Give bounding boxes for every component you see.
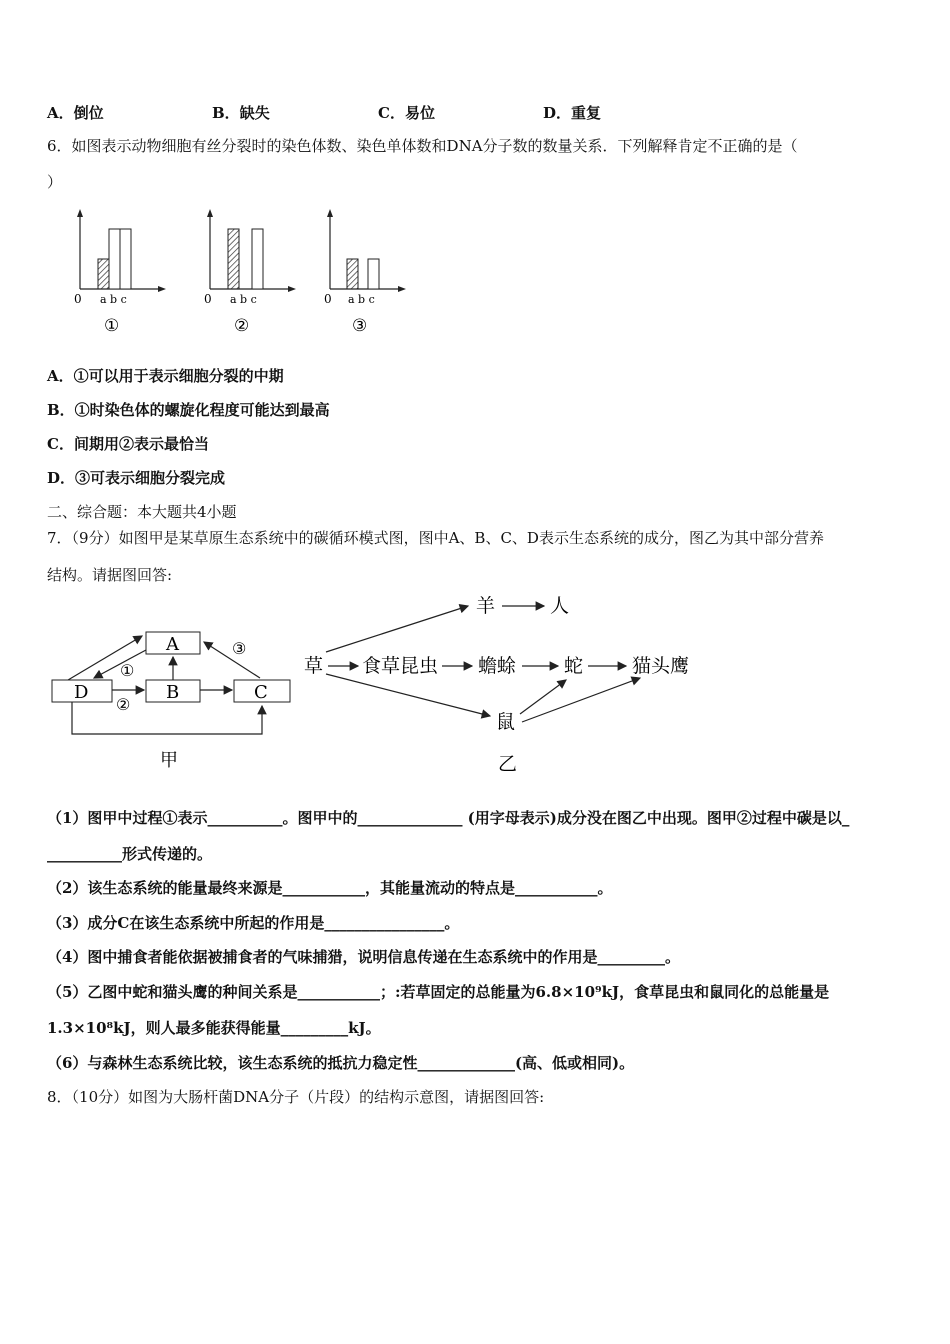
q7-stem-line-1: 7．（9分）如图甲是某草原生态系统中的碳循环模式图，图中A、B、C、D表示生态系统的成分，图乙为其中部分营养 [47,529,824,547]
label-b: B [166,682,180,703]
q6-option-c: C．间期用②表示最恰当 [47,435,209,453]
origin-label: 0 [324,292,332,306]
node-human: 人 [550,595,570,617]
label-a: A [166,634,179,655]
food-web-diagram [300,590,720,780]
node-herbivorous-insect: 食草昆虫 [362,655,439,677]
chart-label: ② [234,316,250,336]
option-text: 重复 [571,104,602,122]
bar-c [120,229,131,289]
q7-sub-3: （3）成分C在该生态系统中所起的作用是________________。 [47,914,460,932]
tick-labels: a b c [348,293,375,306]
option-letter: B． [212,104,240,122]
q7-sub-5-cont: 1.3×10⁸kJ，则人最多能获得能量_________kJ。 [47,1019,381,1037]
option-letter: A． [47,104,74,122]
q7-sub-1-cont: __________形式传递的。 [47,845,213,863]
origin-label: 0 [204,292,212,306]
x-axis-arrow [288,286,296,292]
q6-bar-charts [60,205,420,340]
bar-c [252,229,263,289]
bar-a [347,259,358,289]
q6-stem-line-1: 6．如图表示动物细胞有丝分裂时的染色体数、染色单体数和DNA分子数的数量关系．下列解释肯定不正确的是（ [47,137,798,155]
x-axis-arrow [158,286,166,292]
bar-b [109,229,120,289]
q7-sub-5: （5）乙图中蛇和猫头鹰的种间关系是___________；:若草固定的总能量为6.8×10⁹kJ，食草昆虫和鼠同化的总能量是 [47,983,830,1001]
q5-option-b [212,102,270,123]
tick-labels: a b c [100,293,127,306]
carbon-cycle-diagram [40,620,300,780]
process-2-label: ② [116,695,131,714]
q5-option-a [47,102,104,123]
q7-sub-6: （6）与森林生态系统比较，该生态系统的抵抗力稳定性_____________(高、低或相同)。 [47,1054,635,1072]
q6-option-a: A．①可以用于表示细胞分裂的中期 [47,367,284,385]
y-axis-arrow [327,209,333,217]
q5-option-d [543,102,601,123]
y-axis-arrow [207,209,213,217]
option-letter: D． [543,104,572,122]
option-letter: C． [378,104,405,122]
chart-label: ③ [352,316,368,336]
arrow-mouse-to-snake [520,680,566,714]
chart-3 [324,209,406,336]
option-text: 易位 [404,104,435,122]
bar-c [368,259,379,289]
label-d: D [74,682,89,703]
node-mouse: 鼠 [496,711,516,733]
bar-a [98,259,109,289]
option-text: 倒位 [73,104,104,122]
node-toad: 蟾蜍 [478,655,517,677]
q7-stem-line-2: 结构。请据图回答: [47,566,173,584]
arrow-d-to-c [72,702,262,734]
node-grass: 草 [304,655,324,677]
chart-label: ① [104,316,120,336]
q6-option-d: D．③可表示细胞分裂完成 [47,469,226,487]
option-text: 缺失 [239,104,270,122]
q8-stem: 8．（10分）如图为大肠杆菌DNA分子（片段）的结构示意图，请据图回答: [47,1088,545,1106]
q7-sub-1: （1）图甲中过程①表示__________。图甲中的______________ (用字母表示)成分没在图乙中出现。图甲②过程中碳是以_ [47,809,850,827]
node-sheep: 羊 [476,595,496,617]
section-2-title: 二、综合题：本大题共4小题 [47,503,237,521]
node-owl: 猫头鹰 [632,655,690,677]
arrow-grass-to-mouse [326,674,490,716]
arrow-grass-to-sheep [326,606,468,652]
q7-sub-4: （4）图中捕食者能依据被捕食者的气味捕猎，说明信息传递在生态系统中的作用是_________。 [47,948,680,966]
q7-sub-2: （2）该生态系统的能量最终来源是___________，其能量流动的特点是___________。 [47,879,613,897]
x-axis-arrow [398,286,406,292]
bar-a [228,229,239,289]
q5-option-c [378,102,435,123]
diagram-jia-caption: 甲 [160,750,178,771]
q6-option-b: B．①时染色体的螺旋化程度可能达到最高 [47,401,330,419]
process-3-label: ③ [232,639,247,658]
node-snake: 蛇 [564,655,584,677]
label-c: C [254,682,268,703]
origin-label: 0 [74,292,82,306]
chart-1 [74,209,166,336]
q6-stem-line-2: ） [47,173,63,191]
diagram-yi-caption: 乙 [498,753,518,775]
chart-2 [204,209,296,336]
y-axis-arrow [77,209,83,217]
process-1-label: ① [120,661,135,680]
tick-labels: a b c [230,293,257,306]
